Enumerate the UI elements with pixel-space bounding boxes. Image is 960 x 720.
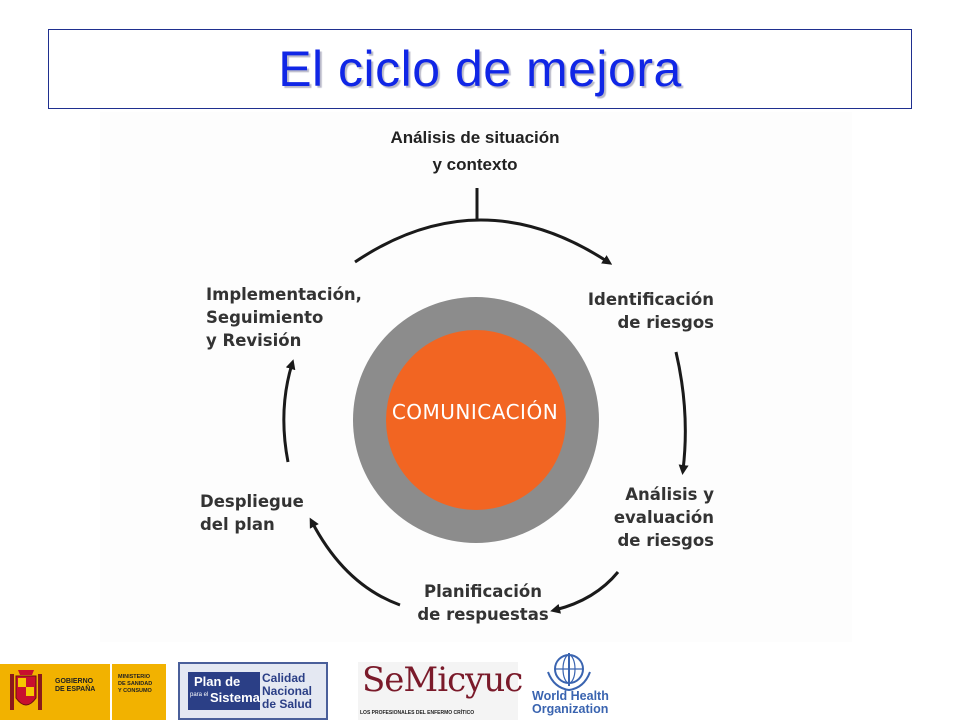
coat-of-arms-icon	[6, 668, 46, 716]
stage-label-line: del plan	[200, 515, 275, 534]
stage-planificacion	[408, 580, 558, 626]
logo-bar	[0, 650, 960, 720]
plan-line: Plan de	[194, 674, 241, 689]
stage-label-line: de riesgos	[617, 531, 714, 550]
ministerio-line: Y CONSUMO	[118, 688, 152, 694]
stage-label-line: Implementación,	[206, 285, 362, 304]
stage-label-line: evaluación	[613, 508, 714, 527]
who-emblem-icon	[544, 650, 594, 692]
plan-right-line: Nacional	[262, 684, 313, 698]
plan-right-block	[262, 672, 312, 711]
stage-label-line: Análisis y	[625, 485, 714, 504]
stage-label-line: y Revisión	[206, 331, 302, 350]
stage-label-line: Despliegue	[200, 492, 304, 511]
ministerio-line: DE SANIDAD	[118, 681, 153, 687]
gobierno-text	[55, 678, 95, 694]
stage-analisis-evaluacion	[580, 483, 714, 552]
arrow-bottom-right	[555, 572, 618, 610]
ministerio-line: MINISTERIO	[118, 674, 151, 680]
page-title: El ciclo de mejora	[278, 41, 682, 97]
who-line: World Health	[532, 689, 609, 703]
stage-implementacion	[206, 283, 376, 352]
stage-label-line: Seguimiento	[206, 308, 324, 327]
gobierno-line: DE ESPAÑA	[55, 686, 96, 693]
gobierno-line: GOBIERNO	[55, 678, 94, 685]
plan-small: para el	[190, 692, 209, 698]
stage-label-line: de riesgos	[617, 313, 714, 332]
ministerio-text	[118, 674, 152, 695]
semicyuc-logo	[358, 660, 523, 720]
divider	[110, 664, 112, 720]
who-line: Organization	[532, 702, 609, 716]
plan-left-block	[188, 672, 260, 710]
stage-label-line: y contexto	[432, 155, 518, 174]
semicyuc-name: SeMicyuc	[362, 660, 523, 700]
plan-right-line: Calidad	[262, 671, 306, 685]
stage-label-line: Planificación	[424, 582, 542, 601]
stage-analisis-situacion	[360, 124, 590, 178]
gobierno-logo	[0, 664, 166, 720]
stage-despliegue	[200, 490, 330, 536]
arrow-right	[676, 352, 685, 470]
stage-identificacion	[560, 288, 714, 334]
plan-line: Sistema	[210, 690, 260, 705]
who-text	[532, 690, 609, 716]
arrow-top-right	[355, 220, 608, 262]
center-label: COMUNICACIÓN	[391, 400, 559, 424]
stage-label-line: de respuestas	[417, 605, 549, 624]
semicyuc-tagline: LOS PROFESIONALES DEL ENFERMO CRÍTICO	[360, 710, 475, 716]
arrow-left	[284, 364, 292, 462]
plan-calidad-logo	[178, 662, 328, 720]
who-logo	[532, 650, 622, 720]
stage-label-line: Análisis de situación	[390, 128, 560, 147]
stage-label-line: Identificación	[587, 290, 714, 309]
plan-right-line: de Salud	[262, 697, 313, 711]
